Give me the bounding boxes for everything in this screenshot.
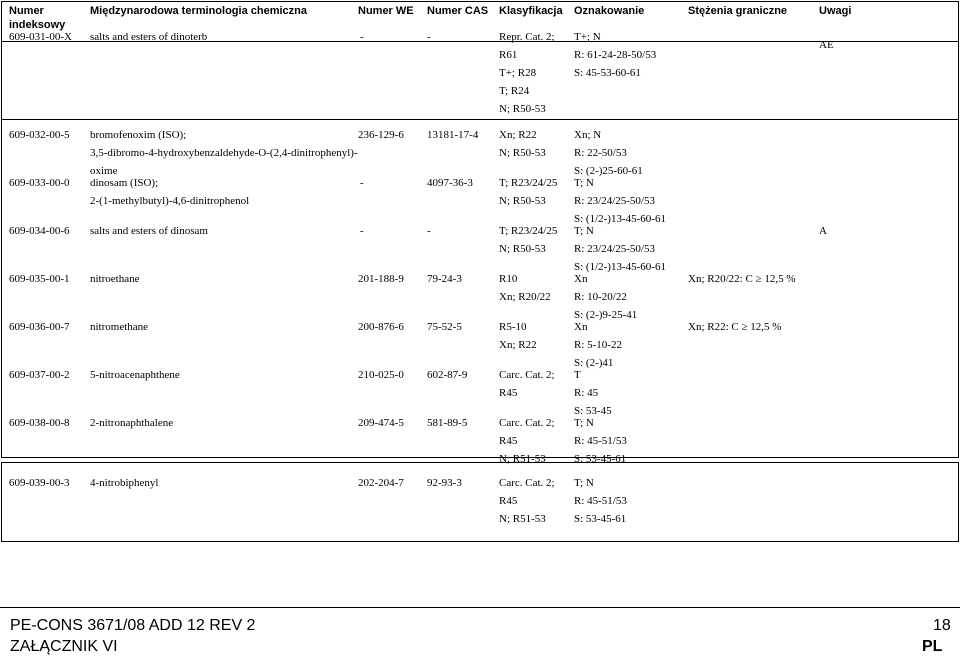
row-labelling: T R: 45 S: 53-45 (574, 369, 612, 417)
row-classification: Carc. Cat. 2; R45 N; R51-53 (499, 477, 555, 525)
row-labelling: Xn R: 5-10-22 S: (2-)41 (574, 321, 622, 369)
row-ec: 200-876-6 (358, 321, 404, 333)
row-ec: - (360, 177, 364, 189)
row-name: salts and esters of dinosam (90, 225, 208, 237)
row-cas: 581-89-5 (427, 417, 468, 429)
row-concentration-limit: Xn; R20/22: C ≥ 12,5 % (688, 273, 796, 285)
row-cas: 75-52-5 (427, 321, 462, 333)
row-labelling: T; N R: 45-51/53 S: 53-45-61 (574, 477, 627, 525)
row-cas: 79-24-3 (427, 273, 462, 285)
row-name: 4-nitrobiphenyl (90, 477, 159, 489)
row-ec: 210-025-0 (358, 369, 404, 381)
row-index: 609-034-00-6 (9, 225, 70, 237)
row-ec: - (360, 225, 364, 237)
header-notes: Uwagi (819, 5, 852, 17)
footer-language: PL (922, 638, 943, 655)
row-labelling: Xn; N R: 22-50/53 S: (2-)25-60-61 (574, 129, 643, 177)
header-classification: Klasyfikacja (499, 5, 563, 17)
row-index: 609-033-00-0 (9, 177, 70, 189)
row-classification: Carc. Cat. 2; R45 N; R51-53 (499, 417, 555, 465)
row-name: dinosam (ISO); 2-(1-methylbutyl)-4,6-dinitrophenol (90, 177, 250, 207)
row-ec: 209-474-5 (358, 417, 404, 429)
header-labelling: Oznakowanie (574, 5, 645, 17)
row-cas: 92-93-3 (427, 477, 462, 489)
row-classification: Xn; R22 N; R50-53 (499, 129, 546, 159)
row-ec: - (360, 31, 364, 43)
row-notes: A (819, 225, 827, 237)
header-cas-number: Numer CAS (427, 5, 489, 17)
row-labelling: T; N R: 23/24/25-50/53 S: (1/2-)13-45-60-61 (574, 177, 666, 225)
row-cas: 4097-36-3 (427, 177, 473, 189)
row-name: nitroethane (90, 273, 140, 285)
row-labelling: T+; N R: 61-24-28-50/53 S: 45-53-60-61 (574, 31, 657, 79)
row-cas: 13181-17-4 (427, 129, 479, 141)
row-classification: Carc. Cat. 2; R45 (499, 369, 555, 399)
row-name: nitromethane (90, 321, 149, 333)
row-index: 609-038-00-8 (9, 417, 70, 429)
row-cas: 602-87-9 (427, 369, 468, 381)
footer-document-reference: PE-CONS 3671/08 ADD 12 REV 2 (10, 617, 256, 634)
row-index: 609-036-00-7 (9, 321, 70, 333)
row-cas: - (427, 225, 431, 237)
header-chemical-name: Międzynarodowa terminologia chemiczna (90, 5, 307, 17)
row-cas: - (427, 31, 431, 43)
header-ec-number: Numer WE (358, 5, 414, 17)
footer-annex: ZAŁĄCZNIK VI (10, 638, 118, 655)
row-labelling: T; N R: 23/24/25-50/53 S: (1/2-)13-45-60-61 (574, 225, 666, 273)
row-index: 609-035-00-1 (9, 273, 70, 285)
footer-page-number: 18 (933, 617, 951, 634)
header-concentration-limits: Stężenia graniczne (688, 5, 788, 17)
row-divider (1, 119, 959, 120)
row-ec: 202-204-7 (358, 477, 404, 489)
row-classification: T; R23/24/25 N; R50-53 (499, 225, 558, 255)
footer-rule (0, 607, 960, 608)
row-labelling: Xn R: 10-20/22 S: (2-)9-25-41 (574, 273, 638, 321)
row-classification: T; R23/24/25 N; R50-53 (499, 177, 558, 207)
row-name: bromofenoxim (ISO); 3,5-dibromo-4-hydroxybenzaldehyde-O-(2,4-dinitrophenyl)- oxime (90, 129, 358, 177)
row-classification: Repr. Cat. 2; R61 T+; R28 T; R24 N; R50-53 (499, 31, 555, 115)
row-labelling: T; N R: 45-51/53 S: 53-45-61 (574, 417, 627, 465)
row-classification: R10 Xn; R20/22 (499, 273, 551, 303)
header-index-number: Numer indeksowy (9, 5, 66, 31)
row-classification: R5-10 Xn; R22 (499, 321, 537, 351)
row-notes: AE (819, 39, 834, 51)
row-index: 609-031-00-X (9, 31, 72, 43)
row-index: 609-039-00-3 (9, 477, 70, 489)
row-index: 609-037-00-2 (9, 369, 70, 381)
row-index: 609-032-00-5 (9, 129, 70, 141)
row-ec: 201-188-9 (358, 273, 404, 285)
row-name: salts and esters of dinoterb (90, 31, 208, 43)
row-name: 2-nitronaphthalene (90, 417, 174, 429)
row-name: 5-nitroacenaphthene (90, 369, 180, 381)
row-ec: 236-129-6 (358, 129, 404, 141)
row-concentration-limit: Xn; R22: C ≥ 12,5 % (688, 321, 782, 333)
